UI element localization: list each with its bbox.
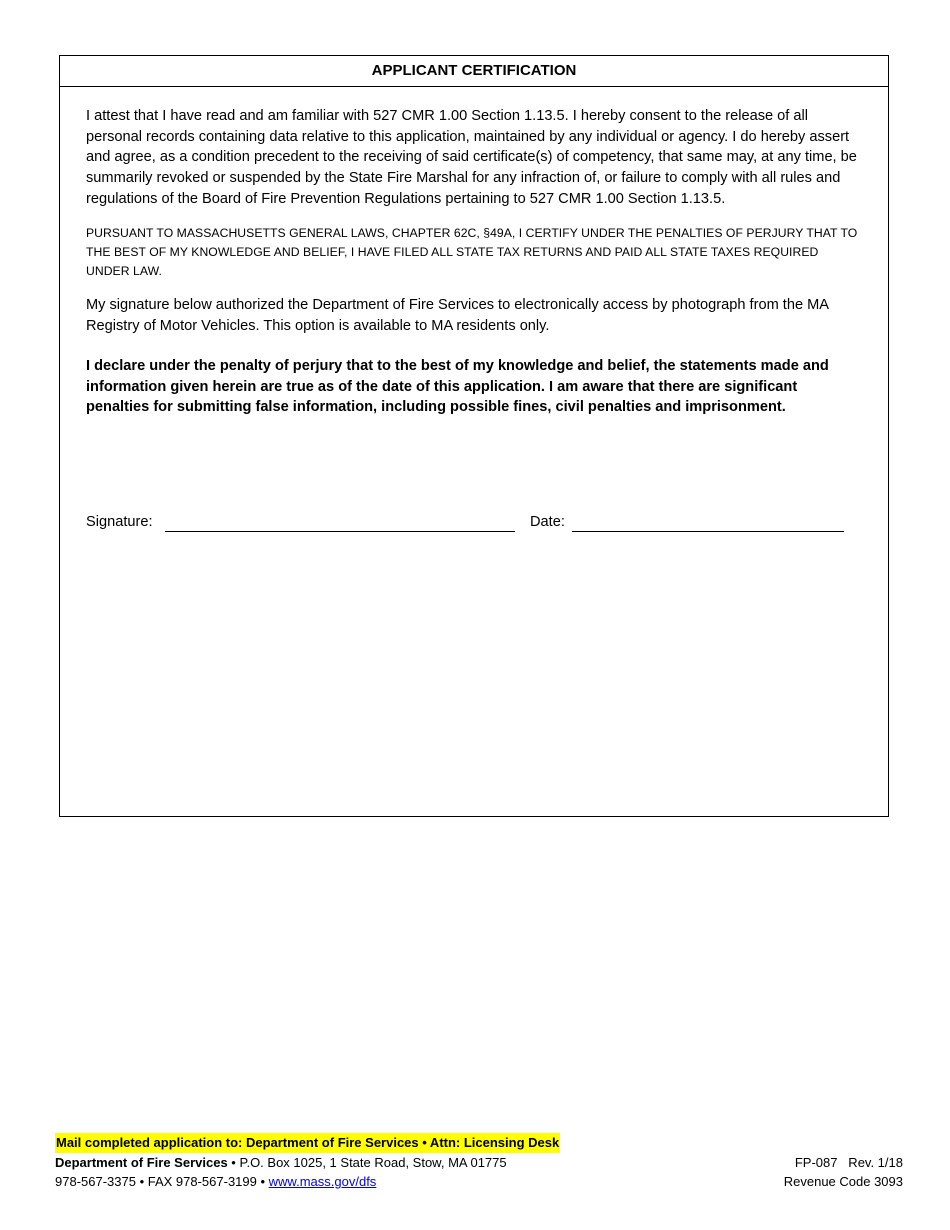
certification-body	[60, 106, 888, 418]
mailing-address: • P.O. Box 1025, 1 State Road, Stow, MA 01775	[227, 1154, 507, 1170]
mail-instructions: Mail completed application to: Department of Fire Services • Attn: Licensing Desk	[55, 1133, 560, 1153]
signature-label: Signature:	[86, 514, 153, 530]
phone-fax: 978-567-3375 • FAX 978-567-3199 •	[55, 1174, 269, 1189]
phone-line	[55, 1172, 655, 1192]
consent-paragraph: I attest that I have read and am familiar with 527 CMR 1.00 Section 1.13.5. I hereby consent to the release of all personal records containing data relative to this application, maintained by any individual or agency. I do hereby assert and agree, as a condition precedent to the receiving of said certificate(s) of competency, that same may, at any time, be summarily revoked or suspended by the State Fire Marshal for any infraction of, or failure to comply with all rules and regulations of the Board of Fire Prevention Regulations pertaining to 527 CMR 1.00 Section 1.13.5.	[86, 108, 857, 207]
form-info-block	[784, 1153, 903, 1192]
perjury-declaration-paragraph: I declare under the penalty of perjury that to the best of my knowledge and belief, the statements made and information given herein are true as of the date of this application. I am aware that there are significant penalties for submitting false information, including possible fines, civil penalties and imprisonment.	[86, 357, 829, 416]
signature-row	[86, 514, 866, 538]
rmv-photo-authorization-paragraph: My signature below authorized the Department of Fire Services to electronically access by photograph from the MA Registry of Motor Vehicles. This option is available to MA residents only.	[86, 297, 829, 335]
applicant-certification-section	[59, 55, 889, 817]
revenue-code: Revenue Code 3093	[783, 1174, 903, 1189]
address-line	[55, 1153, 655, 1173]
date-field[interactable]	[572, 531, 844, 532]
website-link[interactable]: www.mass.gov/dfs	[268, 1174, 377, 1189]
department-name: Department of Fire Services	[55, 1154, 228, 1170]
form-id: FP-087 Rev. 1/18	[794, 1154, 903, 1170]
section-heading: APPLICANT CERTIFICATION	[60, 56, 888, 87]
date-label: Date:	[530, 514, 565, 530]
tax-certification-paragraph: PURSUANT TO MASSACHUSETTS GENERAL LAWS, CHAPTER 62C, §49A, I CERTIFY UNDER THE PENALTIES OF PERJURY THAT TO THE BEST OF MY KNOWLEDGE AND BELIEF, I HAVE FILED ALL STATE TAX RETURNS AND PAID ALL STATE TAXES REQUIRED UNDER LAW.	[86, 225, 858, 279]
footer-contact-block	[55, 1133, 655, 1192]
signature-field[interactable]	[165, 531, 515, 532]
